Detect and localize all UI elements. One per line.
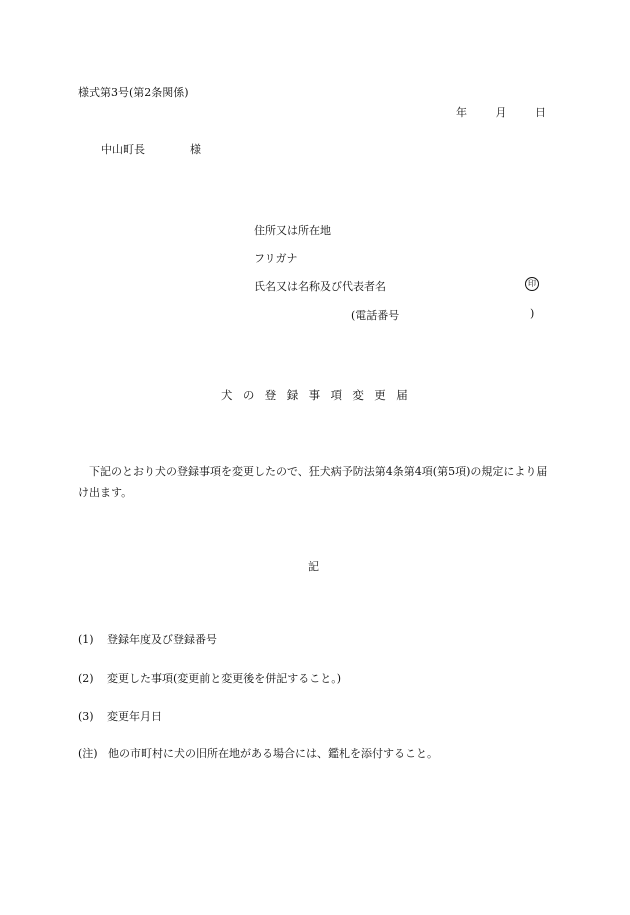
address-label: 住所又は所在地 <box>254 224 331 237</box>
addressee <box>101 141 201 157</box>
phone-label: (電話番号 <box>351 309 400 322</box>
ki-heading: 記 <box>308 560 319 573</box>
note <box>78 745 438 761</box>
body-text: 下記のとおり犬の登録事項を変更したので、狂犬病予防法第4条第4項(第5項)の規定により届け出ます。 <box>78 465 548 499</box>
list-item <box>78 631 217 647</box>
note-label: (注) <box>78 747 98 760</box>
furigana-label: フリガナ <box>254 252 298 265</box>
name-label: 氏名又は名称及び代表者名 <box>254 280 386 293</box>
date-day-label: 日 <box>535 106 546 119</box>
seal-mark: 印 <box>525 277 539 291</box>
item-text: 登録年度及び登録番号 <box>107 633 217 646</box>
note-text: 他の市町村に犬の旧所在地がある場合には、鑑札を添付すること。 <box>108 747 438 760</box>
item-text: 変更した事項(変更前と変更後を併記すること。) <box>107 672 342 685</box>
phone-close: ) <box>530 307 535 320</box>
item-text: 変更年月日 <box>107 710 162 723</box>
item-number: (2) <box>78 672 94 685</box>
date-month-label: 月 <box>495 106 507 119</box>
list-item <box>78 670 341 686</box>
addressee-name: 中山町長 <box>101 143 145 156</box>
item-number: (3) <box>78 710 94 723</box>
form-number: 様式第3号(第2条関係) <box>78 86 189 99</box>
document-title: 犬の登録事項変更届 <box>221 388 419 402</box>
date-line <box>456 104 546 120</box>
item-number: (1) <box>78 633 94 646</box>
list-item <box>78 708 162 724</box>
date-year-label: 年 <box>456 106 467 119</box>
addressee-honorific: 様 <box>190 143 201 156</box>
